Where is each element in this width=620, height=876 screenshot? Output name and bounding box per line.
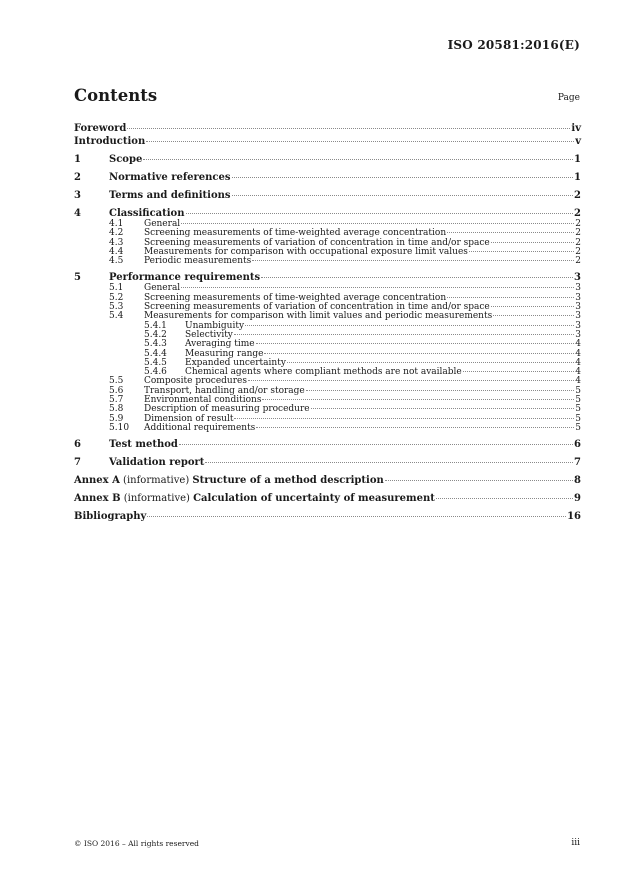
- dot-leader: [205, 461, 573, 463]
- toc-entry-page: 3: [575, 302, 581, 313]
- toc-entry-label: Screening measurements of variation of concentration in time and/or space: [144, 302, 490, 313]
- dot-leader: [181, 222, 574, 224]
- dot-leader: [179, 443, 573, 445]
- dot-leader: [232, 176, 574, 178]
- toc-entry-label: Selectivity: [185, 329, 233, 340]
- toc-entry-number: 5.10: [109, 422, 130, 433]
- footer-page-number: iii: [571, 838, 580, 848]
- toc-entry-number: 5.9: [109, 413, 124, 424]
- toc-entry-number: 4.4: [109, 246, 124, 257]
- toc-entry-number: 4.5: [109, 256, 124, 267]
- annex-title: Structure of a method description: [192, 475, 384, 487]
- toc-entry[interactable]: [74, 456, 581, 469]
- toc-entry-number: 5.4.1: [144, 320, 167, 331]
- table-of-contents: [74, 122, 581, 523]
- toc-entry-number: 5.4.3: [144, 339, 167, 350]
- dot-leader: [245, 324, 574, 326]
- toc-entry-page: 5: [575, 395, 581, 406]
- toc-entry-number: 5.8: [109, 404, 124, 415]
- toc-entry-label: Validation report: [109, 457, 205, 469]
- dot-leader: [261, 276, 573, 278]
- dot-leader: [147, 515, 566, 517]
- dot-leader: [256, 342, 575, 344]
- toc-entry-label: Expanded uncertainty: [185, 357, 286, 368]
- toc-entry-label: Normative references: [109, 172, 231, 183]
- toc-entry-label: Unambiguity: [185, 320, 245, 331]
- toc-entry-label: Scope: [109, 154, 143, 165]
- toc-entry[interactable]: [74, 438, 581, 451]
- toc-entry-page: 1: [574, 172, 581, 183]
- dot-leader: [436, 497, 573, 499]
- toc-entry-label: Additional requirements: [144, 422, 256, 433]
- toc-entry-annex-label: [74, 492, 435, 505]
- toc-entry-page: 3: [575, 292, 581, 303]
- dot-leader: [143, 158, 573, 160]
- toc-entry-number: 5: [74, 272, 81, 284]
- dot-leader: [262, 398, 574, 400]
- toc-entry-label: Averaging time: [185, 339, 255, 350]
- toc-entry-page: 5: [575, 404, 581, 415]
- toc-entry-number: 4: [74, 208, 81, 219]
- dot-leader: [186, 212, 574, 214]
- dot-leader: [493, 314, 574, 316]
- toc-entry-label: Chemical agents where compliant methods are not available: [185, 367, 462, 378]
- toc-entry-number: 5.4.5: [144, 357, 167, 368]
- dot-leader: [232, 194, 574, 196]
- toc-entry[interactable]: [74, 474, 581, 487]
- dot-leader: [264, 352, 574, 354]
- toc-entry[interactable]: [74, 135, 581, 148]
- dot-leader: [463, 370, 575, 372]
- toc-entry-label: Foreword: [74, 123, 127, 134]
- toc-entry[interactable]: [74, 122, 581, 135]
- toc-entry-page: iv: [571, 123, 581, 134]
- document-standard-id: ISO 20581:2016(E): [447, 38, 580, 52]
- dot-leader: [146, 140, 574, 142]
- dot-leader: [469, 250, 574, 252]
- toc-entry-page: 2: [575, 256, 581, 267]
- toc-entry[interactable]: [74, 492, 581, 505]
- toc-entry-page: 4: [575, 348, 581, 359]
- toc-entry-label: Terms and definitions: [109, 190, 231, 201]
- toc-entry-page: 4: [575, 339, 581, 350]
- annex-qualifier: (informative): [120, 493, 194, 505]
- toc-entry-page: 2: [574, 208, 581, 219]
- toc-entry-label: Composite procedures: [144, 376, 247, 387]
- toc-entry-number: 2: [74, 172, 81, 183]
- toc-entry-number: 4.3: [109, 237, 124, 248]
- toc-entry-page: 2: [575, 219, 581, 229]
- toc-entry-annex-label: [74, 474, 384, 487]
- toc-entry[interactable]: [74, 257, 581, 266]
- toc-entry-label: Environmental conditions: [144, 395, 262, 406]
- dot-leader: [491, 241, 575, 243]
- toc-entry-page: 8: [574, 475, 581, 487]
- toc-entry-page: 5: [575, 413, 581, 424]
- toc-entry-number: 5.4.2: [144, 329, 167, 340]
- toc-entry[interactable]: [74, 424, 581, 433]
- toc-entry-number: 6: [74, 439, 81, 451]
- toc-entry-label: Periodic measurements: [144, 256, 252, 267]
- toc-entry-label: Dimension of result: [144, 413, 234, 424]
- dot-leader: [491, 305, 575, 307]
- toc-entry-number: 5.1: [109, 283, 124, 294]
- toc-entry-page: 3: [575, 329, 581, 340]
- toc-entry-page: 3: [575, 283, 581, 294]
- toc-entry-label: Performance requirements: [109, 272, 261, 284]
- annex-qualifier: (informative): [119, 475, 193, 487]
- dot-leader: [385, 479, 573, 481]
- toc-entry-page: 3: [575, 311, 581, 322]
- toc-entry-label: Test method: [109, 439, 178, 451]
- toc-entry-label: Screening measurements of time-weighted average concentration: [144, 228, 447, 239]
- annex-prefix: Annex A: [74, 475, 120, 487]
- toc-entry-page: 16: [567, 511, 581, 523]
- contents-title: Contents: [74, 86, 158, 105]
- toc-entry[interactable]: [74, 189, 581, 202]
- toc-entry-page: 1: [574, 154, 581, 165]
- toc-entry[interactable]: [74, 171, 581, 184]
- dot-leader: [127, 127, 570, 129]
- toc-entry-label: Classification: [109, 208, 185, 219]
- toc-entry-number: 5.4: [109, 311, 124, 322]
- toc-entry-page: 6: [574, 439, 581, 451]
- toc-entry-page: 3: [575, 320, 581, 331]
- toc-entry[interactable]: [74, 153, 581, 166]
- toc-entry-label: Bibliography: [74, 511, 147, 523]
- annex-title: Calculation of uncertainty of measurement: [193, 493, 435, 505]
- toc-entry-page: 7: [574, 457, 581, 469]
- toc-entry-number: 7: [74, 457, 81, 469]
- toc-entry-page: 2: [575, 237, 581, 248]
- toc-entry-page: 2: [575, 246, 581, 257]
- toc-entry-label: Description of measuring procedure: [144, 404, 310, 415]
- toc-entry-number: 5.4.4: [144, 348, 167, 359]
- toc-entry-number: 4.2: [109, 228, 124, 239]
- dot-leader: [234, 333, 574, 335]
- toc-entry-label: Measurements for comparison with limit values and periodic measurements: [144, 311, 493, 322]
- toc-entry-page: 4: [575, 357, 581, 368]
- annex-prefix: Annex B: [74, 493, 121, 505]
- dot-leader: [234, 417, 574, 419]
- dot-leader: [447, 296, 574, 298]
- toc-entry-page: 5: [575, 385, 581, 396]
- footer-copyright: © ISO 2016 – All rights reserved: [74, 839, 199, 848]
- toc-entry-label: Screening measurements of variation of concentration in time and/or space: [144, 237, 490, 248]
- toc-entry-number: 5.7: [109, 395, 124, 406]
- toc-entry-page: 4: [575, 376, 581, 387]
- toc-entry-page: 4: [575, 367, 581, 378]
- page-column-label: Page: [557, 93, 580, 103]
- toc-entry[interactable]: [74, 510, 581, 523]
- toc-entry-label: Measuring range: [185, 348, 264, 359]
- toc-entry-label: Transport, handling and/or storage: [144, 385, 305, 396]
- toc-entry-page: 2: [574, 190, 581, 201]
- toc-entry-number: 5.5: [109, 376, 124, 387]
- toc-entry-page: v: [575, 136, 581, 147]
- dot-leader: [252, 259, 574, 261]
- dot-leader: [311, 407, 575, 409]
- toc-entry-page: 2: [575, 228, 581, 239]
- toc-entry-label: General: [144, 283, 181, 294]
- toc-entry-number: 3: [74, 190, 81, 201]
- dot-leader: [287, 361, 574, 363]
- toc-entry-page: 9: [574, 493, 581, 505]
- toc-entry-number: 5.3: [109, 302, 124, 313]
- toc-entry-page: 3: [574, 272, 581, 284]
- toc-entry-number: 4.1: [109, 219, 124, 229]
- dot-leader: [248, 379, 574, 381]
- dot-leader: [306, 389, 575, 391]
- toc-entry-label: Screening measurements of time-weighted average concentration: [144, 292, 447, 303]
- toc-entry-number: 5.4.6: [144, 367, 167, 378]
- toc-entry-number: 5.6: [109, 385, 124, 396]
- dot-leader: [256, 426, 574, 428]
- toc-entry-number: 5.2: [109, 292, 124, 303]
- dot-leader: [181, 286, 574, 288]
- toc-entry-label: Measurements for comparison with occupational exposure limit values: [144, 246, 468, 257]
- toc-entry-page: 5: [575, 422, 581, 433]
- toc-entry-label: General: [144, 219, 181, 229]
- dot-leader: [447, 231, 574, 233]
- toc-entry-number: 1: [74, 154, 81, 165]
- toc-entry-label: Introduction: [74, 136, 146, 147]
